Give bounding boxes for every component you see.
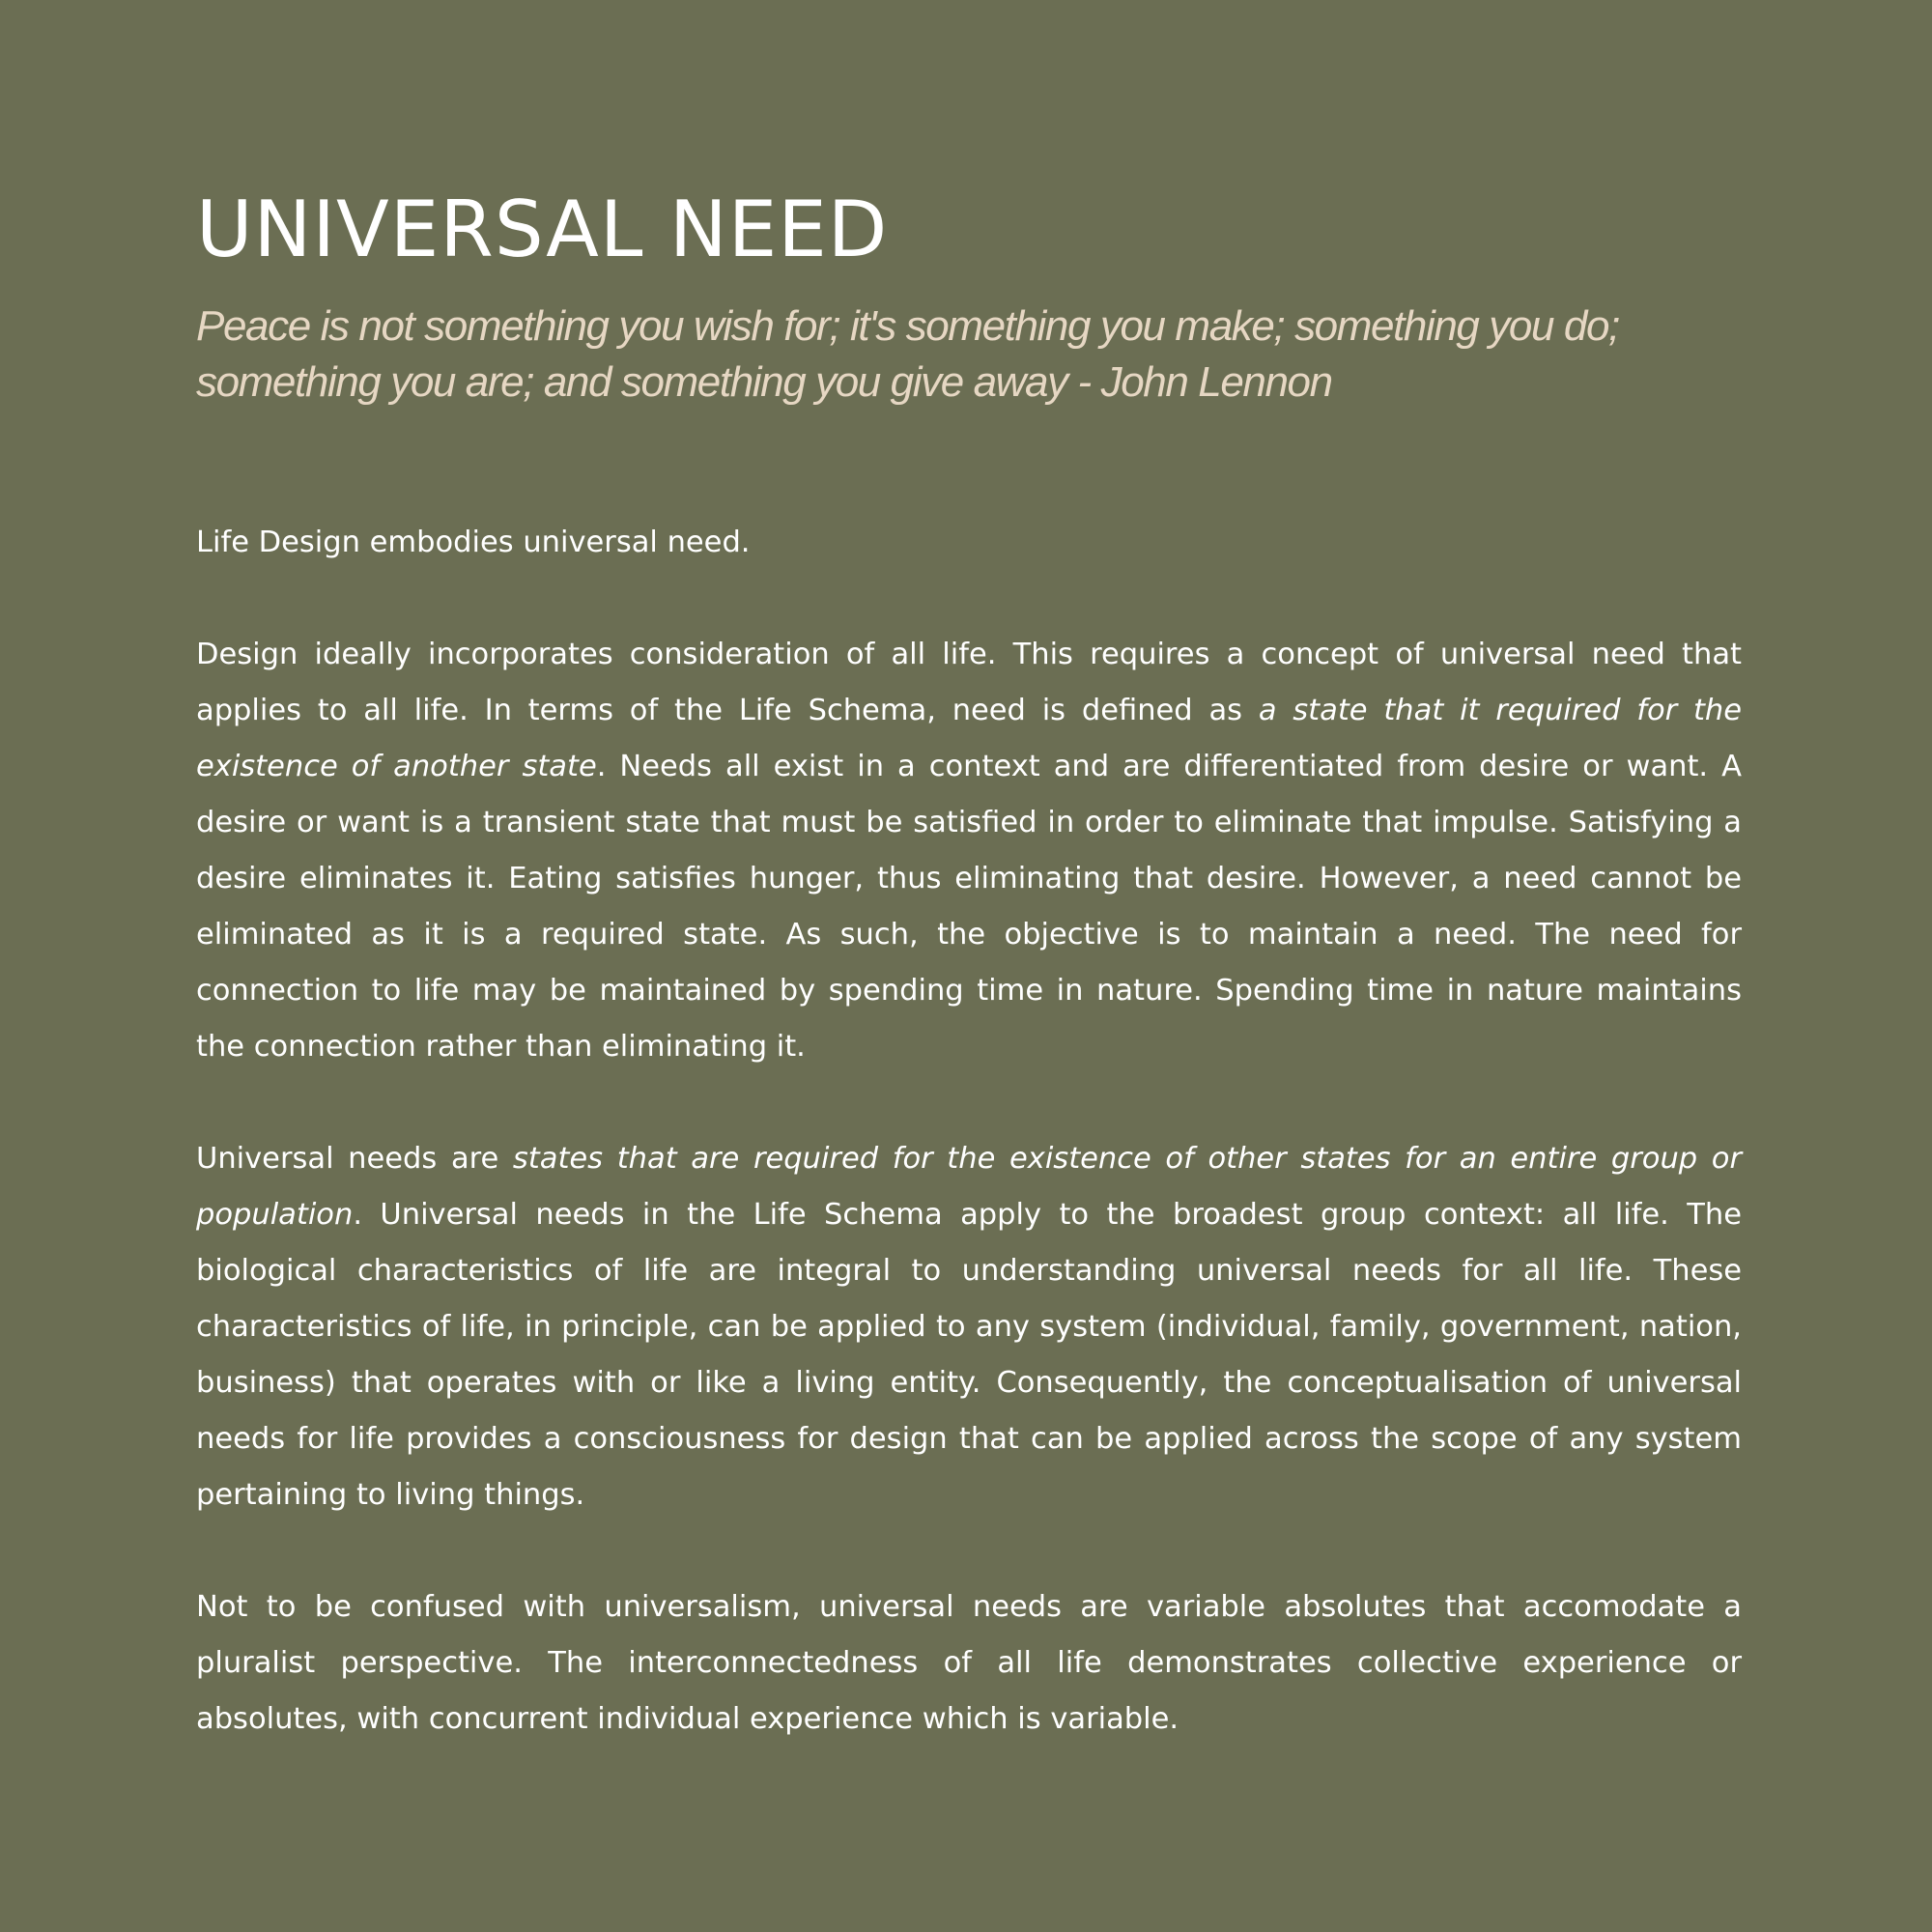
paragraph-text: Design ideally incorporates consideration of all life. This requires a concept of universal need that applies to all life. In terms of the Life Schema, need is defined as [196, 638, 1742, 727]
emphasis-text: states that are required for the existence of other states for an entire group or population [196, 1142, 1742, 1232]
paragraph-universal-needs [196, 1131, 1742, 1523]
paragraph-need-definition [196, 627, 1742, 1075]
page-title: UNIVERSAL NEED [196, 185, 889, 274]
paragraph-text: Universal needs are [196, 1142, 513, 1176]
document-page [196, 0, 1742, 1932]
epigraph-quote: Peace is not something you wish for; it's something you make; something you do; something you are; and something you give away - John Lennon [196, 302, 1619, 406]
paragraph-universalism: Not to be confused with universalism, universal needs are variable absolutes that accomodate a pluralist perspective. The interconnectedness of all life demonstrates collective experience or absolutes, with concurrent individual experience which is variable. [196, 1590, 1742, 1736]
emphasis-text: a state that it required for the existence of another state [196, 694, 1742, 783]
paragraph-intro: Life Design embodies universal need. [196, 526, 751, 559]
paragraph-text: . Needs all exist in a context and are differentiated from desire or want. A desire or want is a transient state that must be satisfied in order to eliminate that impulse. Satisfying a desire eliminates it. Eating satisfies hunger, thus eliminating that desire. However, a need cannot be eliminated as it is a required state. As such, the objective is to maintain a need. The need for connection to life may be maintained by spending time in nature. Spending time in nature maintains the connection rather than eliminating it. [196, 750, 1742, 1064]
paragraph-text: . Universal needs in the Life Schema apply to the broadest group context: all life. The biological characteristics of life are integral to understanding universal needs for all life. These characteristics of life, in principle, can be applied to any system (individual, family, government, nation, business) that operates with or like a living entity. Consequently, the conceptualisation of universal needs for life provides a consciousness for design that can be applied across the scope of any system pertaining to living things. [196, 1198, 1742, 1512]
body-text [196, 515, 1742, 1804]
